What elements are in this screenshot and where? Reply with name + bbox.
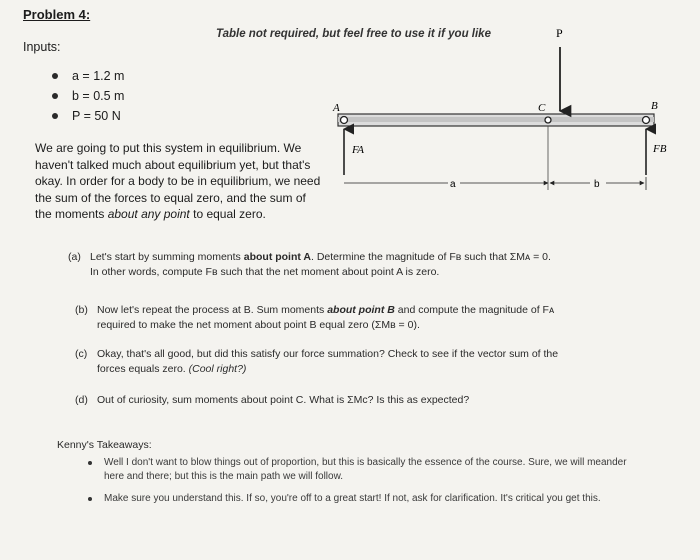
question-a-text: Let's start by summing moments (90, 251, 244, 263)
label-b: B (651, 100, 658, 112)
table-note: Table not required, but feel free to use it if you like (216, 28, 491, 40)
question-c-aside: (Cool right?) (188, 363, 247, 375)
pin-a (341, 117, 348, 124)
question-c-label: (c) (75, 348, 88, 360)
question-d-label: (d) (75, 394, 88, 406)
inputs-label: Inputs: (23, 40, 61, 54)
input-p: P = 50 N (72, 109, 121, 123)
question-b (75, 303, 680, 333)
bullet-icon (52, 73, 58, 79)
question-a-emphasis: about point A (243, 251, 311, 263)
intro-text: We are going to put this system in equilibrium. We haven't talked much about equilibrium yet, but that's okay. In order for a body to be in equilibrium, we need the sum of the forces to equal zero, and the sum of the moments (35, 141, 321, 221)
takeaway-text: Make sure you understand this. If so, you're off to a great start! If not, ask for clarification. It's critical you get this. (104, 493, 601, 504)
beam-diagram (330, 25, 690, 210)
question-c-line2 (75, 362, 680, 377)
bullet-icon (52, 93, 58, 99)
label-fb: FB (653, 143, 667, 155)
dim-label-a: a (450, 179, 456, 190)
question-a-text-end: . Determine the magnitude of Fʙ such that ΣMᴀ = 0. (311, 251, 551, 263)
takeaways-title: Kenny's Takeaways: (57, 439, 152, 451)
label-c: C (538, 102, 546, 114)
input-item (52, 86, 124, 106)
label-a: A (333, 102, 340, 114)
input-b: b = 0.5 m (72, 89, 125, 103)
pin-b (643, 117, 650, 124)
intro-emphasis: about any point (107, 207, 190, 221)
pin-c (545, 117, 551, 123)
takeaways-list (82, 456, 642, 515)
dim-label-b: b (594, 179, 600, 190)
inputs-list (52, 66, 124, 126)
label-fa: FA (352, 144, 365, 156)
takeaway-item (82, 492, 642, 506)
question-b-emphasis: about point B (327, 304, 395, 316)
question-a (68, 250, 678, 280)
question-c-line2-text: forces equals zero. (97, 363, 189, 375)
takeaway-text: Well I don't want to blow things out of proportion, but this is basically the essence of the course. Sure, we will meander here and there; but this is the main path we will follow. (104, 457, 627, 482)
question-a-line2: In other words, compute Fʙ such that the net moment about point A is zero. (90, 266, 440, 278)
bullet-icon (88, 461, 92, 465)
question-c (75, 347, 680, 377)
label-p: P (556, 26, 563, 40)
takeaway-item (82, 456, 642, 483)
bullet-icon (52, 113, 58, 119)
question-a-label: (a) (68, 251, 81, 263)
question-b-line2: required to make the net moment about point B equal zero (ΣMʙ = 0). (97, 319, 420, 331)
question-d-text: Out of curiosity, sum moments about point C. What is ΣMᴄ? Is this as expected? (97, 394, 470, 406)
input-item (52, 66, 124, 86)
question-d (75, 393, 680, 408)
input-a: a = 1.2 m (72, 69, 125, 83)
beam (338, 114, 654, 126)
bullet-icon (88, 497, 92, 501)
question-b-label: (b) (75, 304, 88, 316)
intro-tail: to equal zero. (189, 207, 266, 221)
problem-title: Problem 4: (23, 7, 91, 22)
input-item (52, 106, 124, 126)
question-b-text-end: and compute the magnitude of Fᴀ (394, 304, 555, 316)
intro-paragraph (35, 140, 325, 223)
question-c-text: Okay, that's all good, but did this satisfy our force summation? Check to see if the vector sum of the (97, 348, 559, 360)
question-b-text: Now let's repeat the process at B. Sum moments (97, 304, 328, 316)
